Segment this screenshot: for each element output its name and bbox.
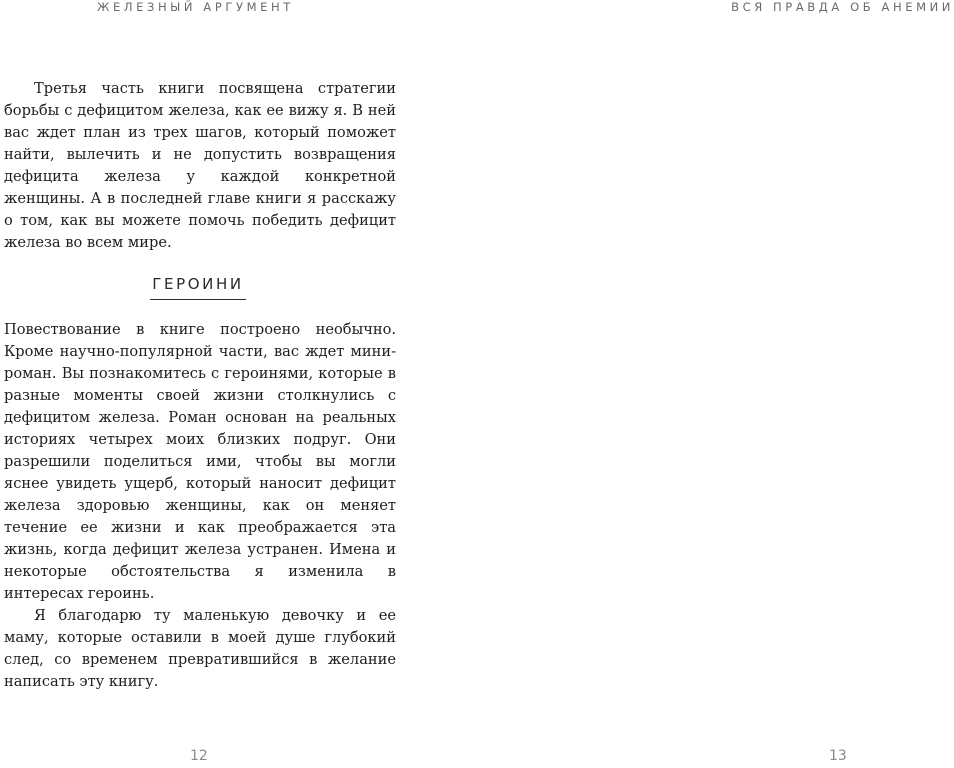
intro-paragraph: Третья часть книги посвящена стратегии борьбы с дефицитом железа, как ее вижу я. В ней вас ждет план из трех шагов, который поможет найти, вылечить и не допустить возвращения дефицита железа у каждой конкретной женщины. А в последней главе книги я расскажу о том, как вы можете помочь победить дефицит железа во всем мире. [4, 80, 396, 251]
page-number-left: 12 [190, 748, 208, 764]
section-heading-block [150, 275, 246, 300]
body-paragraph: Я благодарю ту маленькую девочку и ее маму, которые оставили в моей душе глубокий след, со временем превратившийся в желание написать эту книгу. [4, 607, 396, 690]
intro-text-block [4, 78, 396, 254]
page-number-right: 13 [829, 748, 847, 764]
heading-underline [150, 299, 246, 300]
running-head-left: ЖЕЛЕЗНЫЙ АРГУМЕНТ [97, 0, 294, 14]
running-head-right: ВСЯ ПРАВДА ОБ АНЕМИИ [731, 0, 954, 14]
section-heading: ГЕРОИНИ [152, 275, 244, 293]
body-text-block [4, 319, 396, 693]
body-paragraph: Повествование в книге построено необычно. Кроме научно-популярной части, вас ждет мини-роман. Вы познакомитесь с героинями, которые в разные моменты своей жизни столкнулись с дефицитом железа. Роман основан на реальных историях четырех моих близких подруг. Они разрешили поделиться ими, чтобы вы могли яснее увидеть ущерб, который наносит дефицит железа здоровью женщины, как он меняет течение ее жизни и как преображается эта жизнь, когда дефицит железа устранен. Имена и некоторые обстоятельства я изменила в интересах героинь. [4, 321, 396, 602]
